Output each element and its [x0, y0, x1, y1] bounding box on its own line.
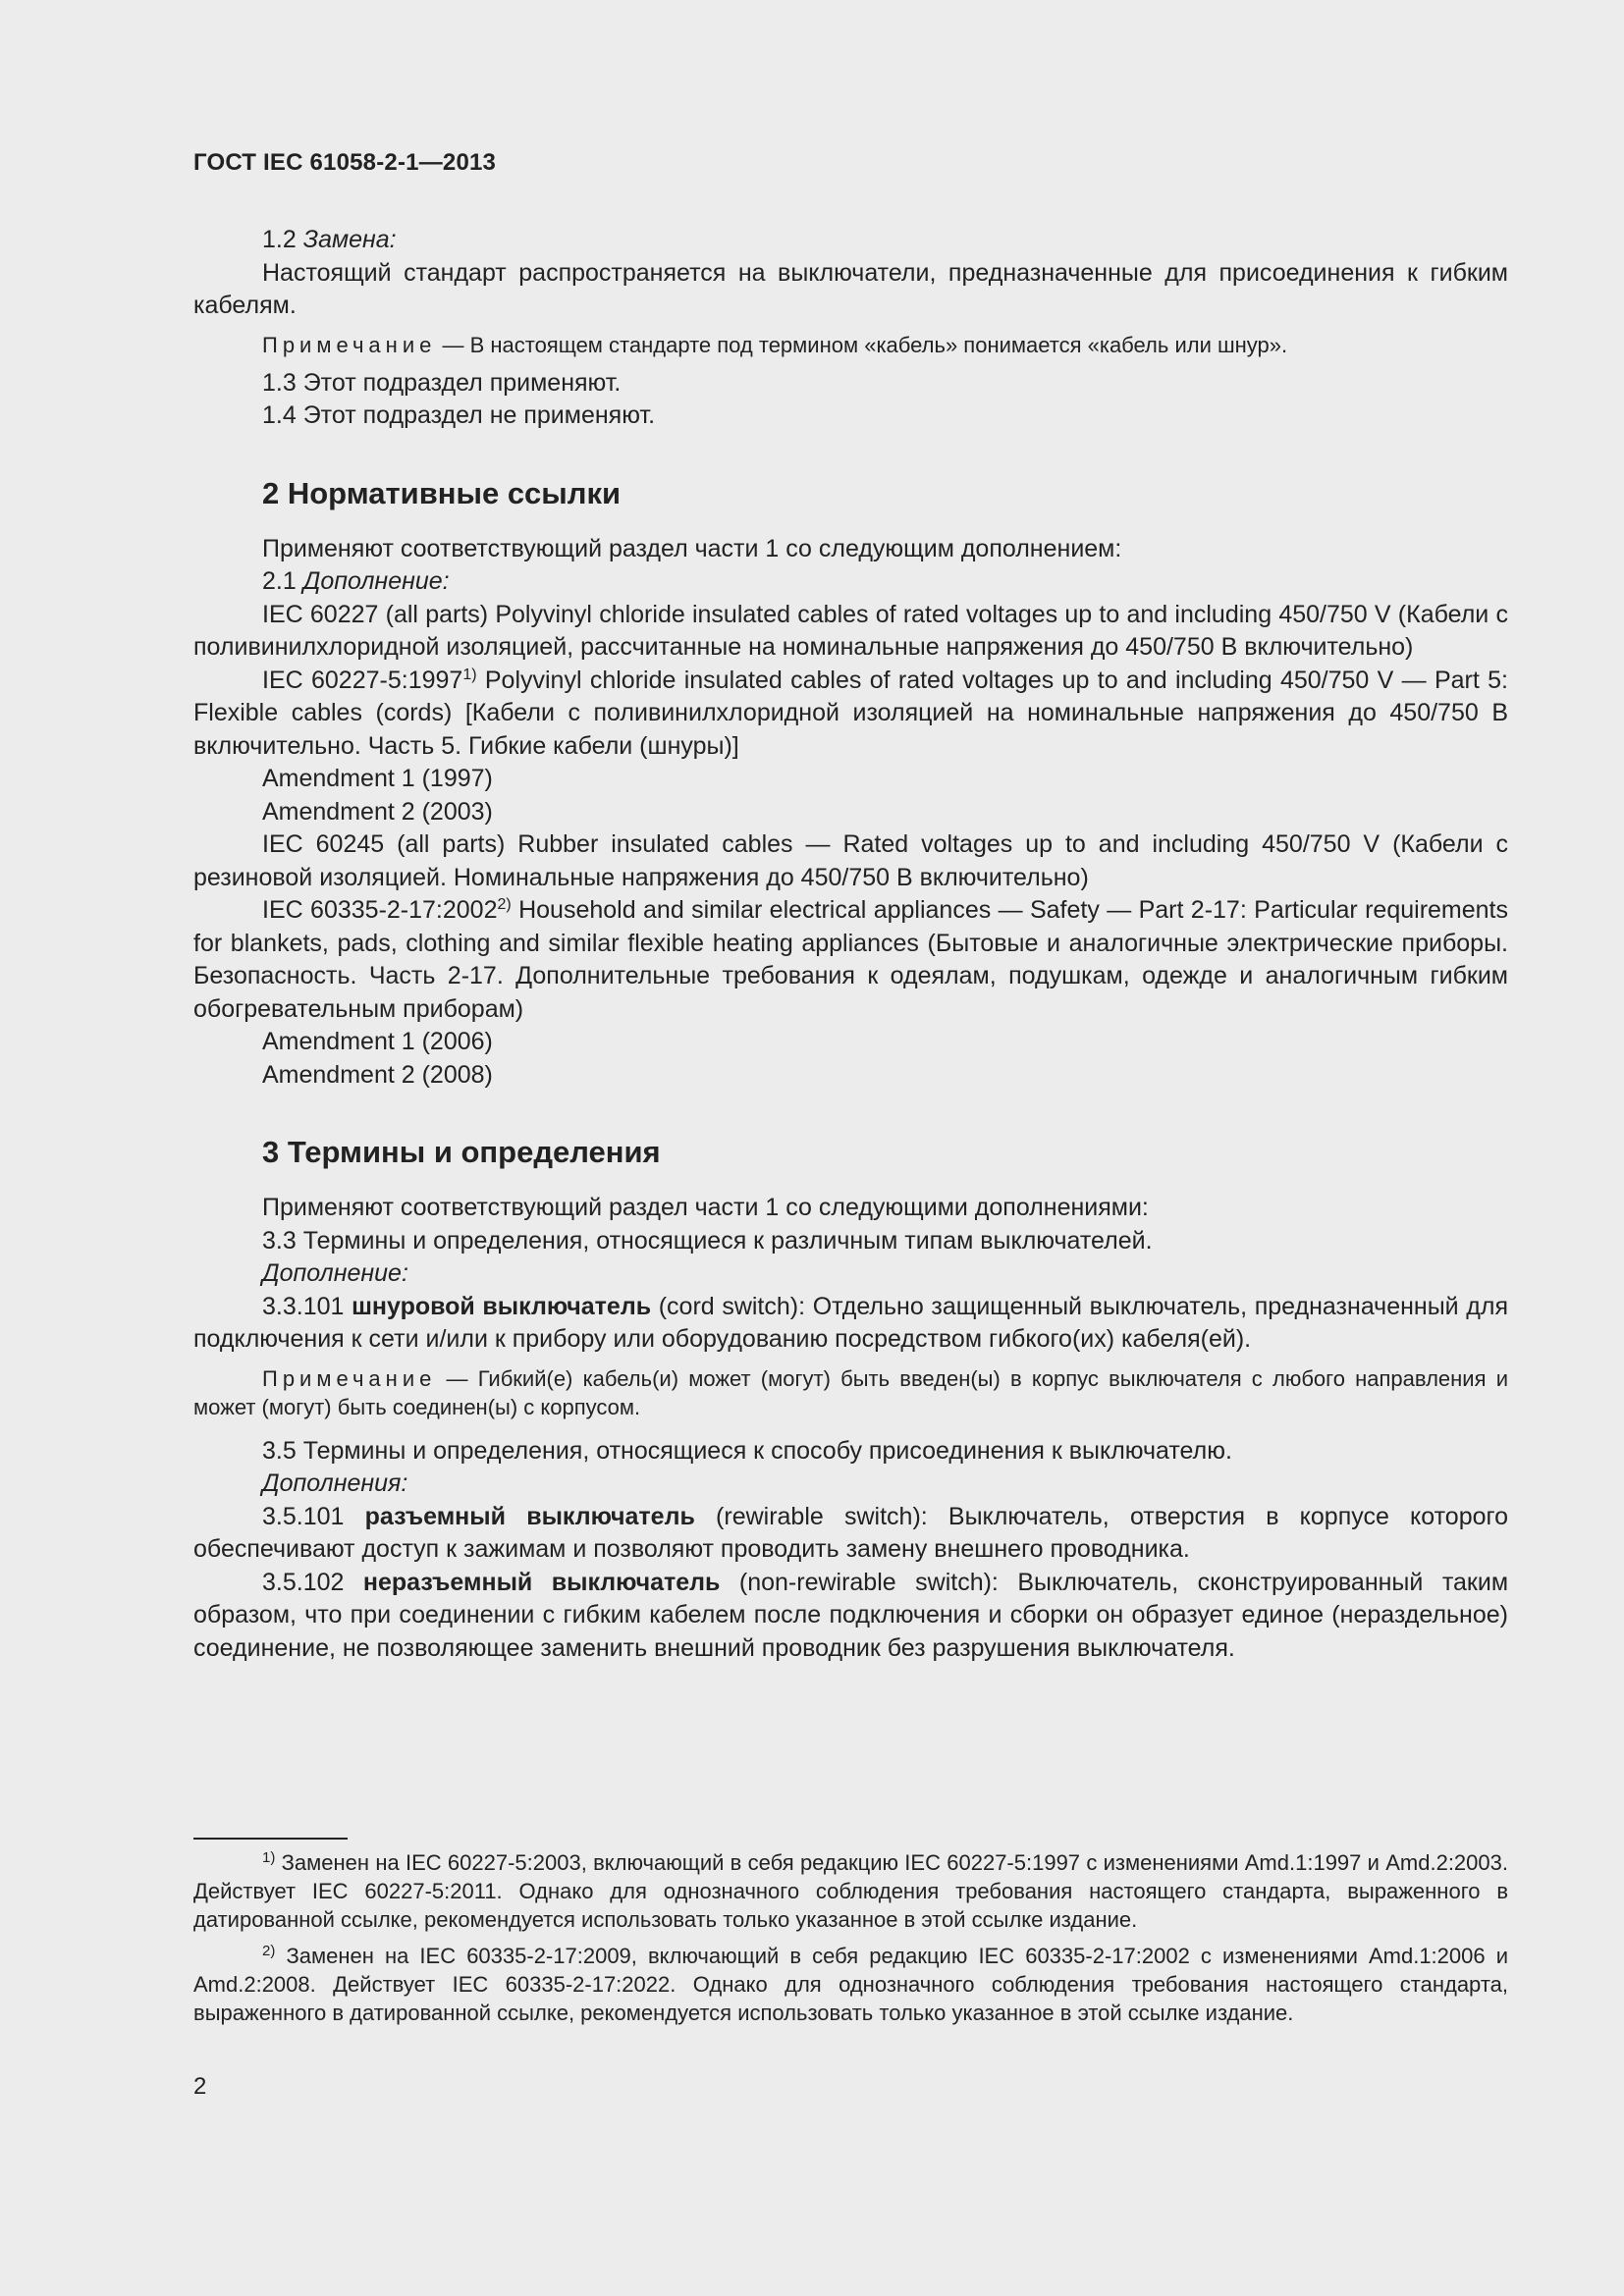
- note-label: Примечание: [262, 1365, 437, 1391]
- note: [193, 331, 1508, 359]
- clause-1-4: 1.4 Этот подраздел не применяют.: [262, 401, 656, 429]
- clause-2-1: [193, 565, 1508, 599]
- clause-3-3: 3.3 Термины и определения, относящиеся к различным типам выключателей.: [262, 1226, 1153, 1255]
- reference-title: Polyvinyl chloride insulated cables of rated voltages up to and including 450/750 V — Part 5: Flexible cables (cords) [Кабели с поливинилхлоридной изоляцией на номинальные напряжения до 450/750 В включительно. Часть 5. Гибкие кабели (шнуры)]: [193, 666, 1508, 760]
- amendment: Amendment 2 (2003): [262, 797, 493, 826]
- clause-3-5: 3.5 Термины и определения, относящиеся к способу присоединения к выключателю.: [262, 1436, 1232, 1465]
- reference-title: Household and similar electrical appliances — Safety — Part 2-17: Particular requirements for blankets, pads, clothing and similar flexible heating appliances (Бытовые и аналогичные электрические приборы. Безопасность. Часть 2-17. Дополнительные требования к одеялам, подушкам, одежде и аналогичным гибким обогревательным приборам): [193, 896, 1509, 1023]
- clause-3-3-label: Дополнение:: [262, 1259, 408, 1287]
- term-3-5-101: [193, 1501, 1508, 1567]
- term-definition: (non-rewirable switch): Выключатель, сконструированный таким образом, что при соединении с гибким кабелем после подключения и сборки он образует единое (нераздельное) соединение, не позволяющее заменить внешний проводник без разрушения выключателя.: [193, 1568, 1509, 1662]
- reference-iec-60227: IEC 60227 (all parts) Polyvinyl chloride insulated cables of rated voltages up to and including 450/750 V (Кабели с поливинилхлоридной изоляцией, рассчитанные на номинальные напряжения до 450/750 В включительно): [193, 600, 1508, 661]
- reference-iec-60335-2-17: [193, 894, 1508, 1026]
- term-number: 3.5.101: [262, 1502, 365, 1530]
- page-number: 2: [193, 2073, 207, 2100]
- clause-label: Дополнение:: [302, 567, 450, 595]
- document-body: [193, 224, 1508, 1665]
- reference-code: IEC 60227-5:1997: [262, 666, 463, 694]
- reference-iec-60245: IEC 60245 (all parts) Rubber insulated cables — Rated voltages up to and including 450/750 V (Кабели с резиновой изоляцией. Номинальные напряжения до 450/750 В включительно): [193, 830, 1508, 891]
- amendment: Amendment 2 (2008): [262, 1060, 493, 1089]
- clause-3-5-label: Дополнения:: [262, 1469, 408, 1497]
- reference-code: IEC 60335-2-17:2002: [262, 896, 498, 924]
- footnote: [193, 1848, 1508, 1934]
- term-name: шнуровой выключатель: [352, 1292, 652, 1320]
- footnote-separator: [193, 1838, 348, 1840]
- footnote-text: Заменен на IEC 60227-5:2003, включающий в себя редакцию IEC 60227-5:1997 с изменениями Amd.1:1997 и Amd.2:2003. Действует IEC 60227-5:2011. Однако для однозначного соблюдения требования настоящего стандарта, выраженного в датированной ссылке, рекомендуется использовать только указанное в этой ссылке издание.: [193, 1850, 1508, 1932]
- amendment: Amendment 1 (2006): [262, 1028, 493, 1055]
- note-text: — В настоящем стандарте под термином «кабель» понимается «кабель или шнур».: [436, 332, 1288, 357]
- footnote-mark: 1): [262, 1849, 276, 1866]
- clause-number: 2.1: [262, 567, 297, 595]
- term-name: разъемный выключатель: [364, 1502, 695, 1530]
- term-number: 3.3.101: [262, 1292, 352, 1320]
- section-title-3: 3 Термины и определения: [262, 1135, 661, 1169]
- term-3-5-102: [193, 1567, 1508, 1666]
- section-3-intro: Применяют соответствующий раздел части 1 со следующими дополнениями:: [262, 1194, 1149, 1221]
- footnote-mark: 2): [262, 1943, 276, 1959]
- footnote: [193, 1942, 1508, 2027]
- term-number: 3.5.102: [262, 1568, 363, 1596]
- footnote-text: Заменен на IEC 60335-2-17:2009, включающий в себя редакцию IEC 60335-2-17:2002 с изменениями Amd.1:2006 и Amd.2:2008. Действует IEC 60335-2-17:2022. Однако для однозначного соблюдения требования настоящего стандарта, выраженного в датированной ссылке, рекомендуется использовать только указанное в этой ссылке издание.: [193, 1944, 1508, 2025]
- clause-number: 1.2: [262, 226, 297, 253]
- note: [193, 1364, 1508, 1421]
- term-3-3-101: [193, 1291, 1508, 1357]
- section-title-2: 2 Нормативные ссылки: [262, 475, 622, 510]
- clause-label: Замена:: [302, 226, 397, 253]
- footnote-mark: 2): [497, 896, 512, 913]
- clause-1-3: 1.3 Этот подраздел применяют.: [262, 368, 622, 397]
- term-definition: (rewirable switch): Выключатель, отверстия в корпусе которого обеспечивают доступ к зажимам и позволяют проводить замену внешнего проводника.: [193, 1502, 1508, 1563]
- document-header: ГОСТ IEC 61058-2-1—2013: [193, 149, 497, 176]
- footnote-mark: 1): [462, 666, 477, 683]
- term-name: неразъемный выключатель: [362, 1568, 721, 1596]
- amendment: Amendment 1 (1997): [262, 765, 493, 792]
- term-definition: (cord switch): Отдельно защищенный выключатель, предназначенный для подключения к сети и/или к прибору или оборудованию посредством гибкого(их) кабеля(ей).: [193, 1292, 1509, 1353]
- section-2-intro: Применяют соответствующий раздел части 1 со следующим дополнением:: [262, 534, 1122, 562]
- clause-1-2-text: Настоящий стандарт распространяется на выключатели, предназначенные для присоединения к гибким кабелям.: [193, 258, 1508, 319]
- reference-iec-60227-5: [193, 665, 1508, 764]
- footnotes: [193, 1838, 1508, 2027]
- note-label: Примечание: [262, 332, 437, 357]
- note-text: — Гибкий(е) кабель(и) может (могут) быть введен(ы) в корпус выключателя с любого направления и может (могут) быть соединен(ы) с корпусом.: [193, 1365, 1508, 1419]
- clause-1-2: [193, 224, 1508, 257]
